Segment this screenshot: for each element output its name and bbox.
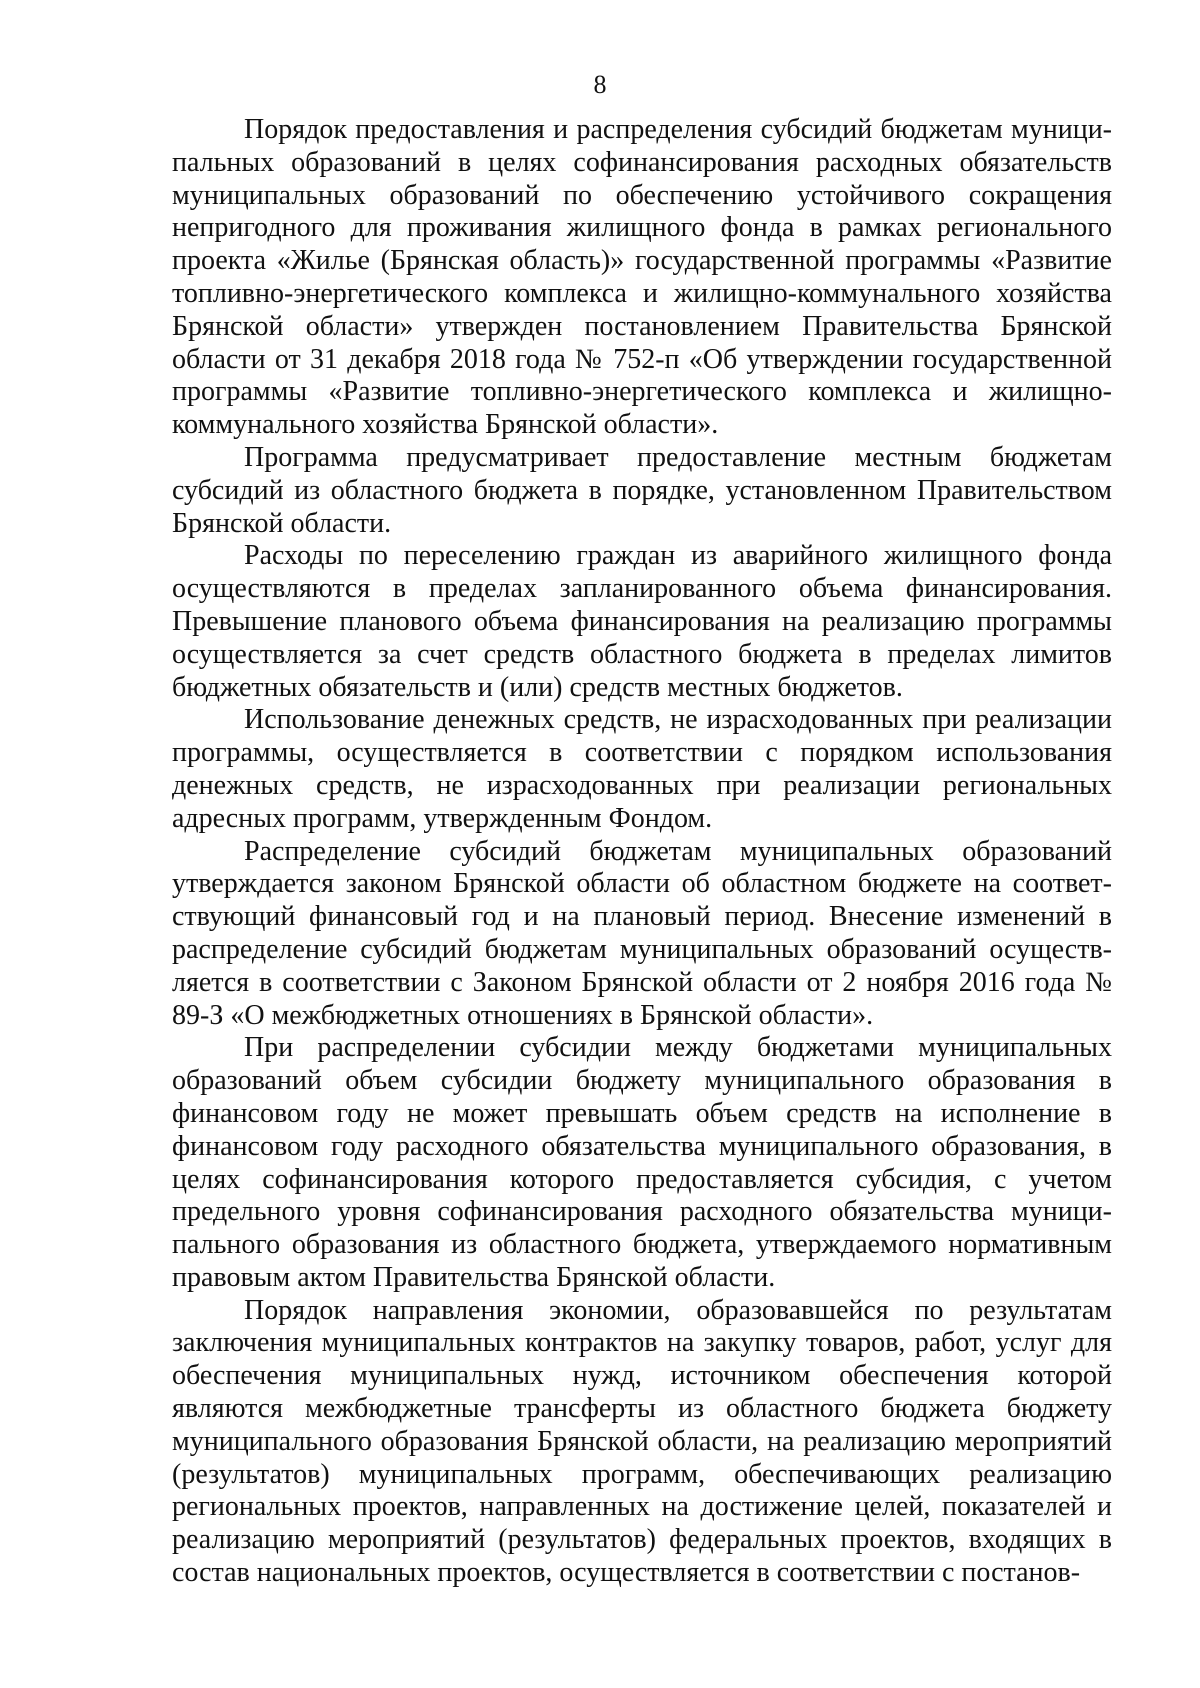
paragraph-program-provides: Программа предусматривает предоставление местным бюджетам субсидий из областного бюджета в порядке, установленном Правительством Брянской области. bbox=[172, 441, 1112, 539]
paragraph-subsidy-procedure: Порядок предоставления и распределения субсидий бюджетам муници-пальных образований в целях софинансирования расходных обязательств муниципальных образований по обеспечению устойчивого сокращения непригодного для проживания жилищного фонда в рамках регионального проекта «Жилье (Брянская область)» государственной программы «Развитие топливно-энергетического комплекса и жилищно-коммунального хозяйства Брянской области» утвержден постановлением Правительства Брянской области от 31 декабря 2018 года № 752-п «Об утверждении государственной программы «Развитие топливно-энергетического комплекса и жилищно-коммунального хозяйства Брянской области». bbox=[172, 114, 1112, 441]
paragraph-subsidy-limits: При распределении субсидии между бюджетами муниципальных образований объем субсидии бюджету муниципального образования в финансовом году не может превышать объем средств на исполнение в финансовом году расходного обязательства муниципального образования, в целях софинансирования которого предоставляется субсидия, с учетом предельного уровня софинансирования расходного обязательства муници-пального образования из областного бюджета, утверждаемого нормативным правовым актом Правительства Брянской области. bbox=[172, 1032, 1112, 1293]
paragraph-savings-procedure: Порядок направления экономии, образовавшейся по результатам заключения муниципальных контрактов на закупку товаров, работ, услуг для обеспечения муниципальных нужд, источником обеспечения которой являются межбюджетные трансферты из областного бюджета бюджету муниципального образования Брянской области, на реализацию мероприятий (результатов) муниципальных программ, обеспечивающих реализацию региональных проектов, направленных на достижение целей, показателей и реализацию мероприятий (результатов) федеральных проектов, входящих в состав национальных проектов, осуществляется в соответствии с постанов- bbox=[172, 1294, 1112, 1589]
paragraph-resettlement-expenses: Расходы по переселению граждан из аварийного жилищного фонда осуществляются в пределах запланированного объема финансирования. Превышение планового объема финансирования на реализацию программы осуществляется за счет средств областного бюджета в пределах лимитов бюджетных обязательств и (или) средств местных бюджетов. bbox=[172, 540, 1112, 703]
page-number: 8 bbox=[593, 70, 607, 99]
document-body bbox=[172, 114, 1112, 1590]
paragraph-subsidy-distribution: Распределение субсидий бюджетам муниципальных образований утверждается законом Брянской области об областном бюджете на соответ-ствующий финансовый год и на плановый период. Внесение изменений в распределение субсидий бюджетам муниципальных образований осуществ-ляется в соответствии с Законом Брянской области от 2 ноября 2016 года № 89-З «О межбюджетных отношениях в Брянской области». bbox=[172, 835, 1112, 1031]
paragraph-unspent-funds: Использование денежных средств, не израсходованных при реализации программы, осуществляется в соответствии с порядком использования денежных средств, не израсходованных при реализации региональных адресных программ, утвержденным Фондом. bbox=[172, 704, 1112, 834]
